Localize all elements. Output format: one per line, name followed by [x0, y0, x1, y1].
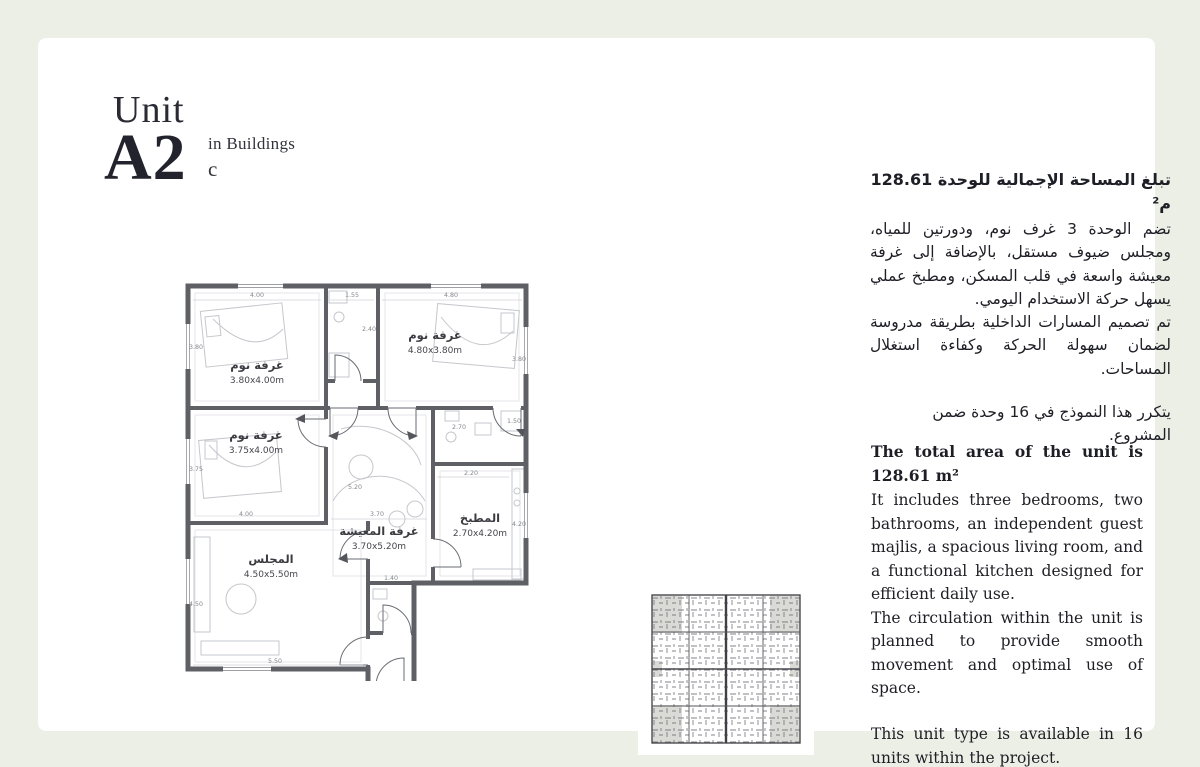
arabic-description: [870, 168, 1171, 447]
in-buildings-label: in Buildings: [208, 134, 296, 153]
english-paragraph-2: The circulation within the unit is planned to provide smooth movement and optimal use of space.: [871, 608, 1143, 698]
svg-text:3.70x5.20m: 3.70x5.20m: [351, 542, 407, 552]
svg-text:5.50: 5.50: [267, 658, 283, 665]
english-area-heading: The total area of the unit is 128.61 m²: [871, 442, 1143, 485]
svg-text:4.80: 4.80: [443, 292, 459, 299]
plan-windows: [184, 282, 530, 681]
svg-text:2.40: 2.40: [361, 326, 377, 333]
page-card: [38, 38, 1171, 767]
svg-text:3.75x4.00m: 3.75x4.00m: [228, 446, 284, 456]
svg-text:3.80: 3.80: [188, 344, 204, 351]
svg-text:4.50x5.50m: 4.50x5.50m: [243, 570, 299, 580]
unit-label: Unit: [113, 89, 185, 131]
room-label-living: غرفة المعيشة: [339, 524, 419, 538]
svg-text:1.50: 1.50: [506, 418, 522, 425]
english-description: [871, 440, 1143, 767]
arabic-paragraph-3: يتكرر هذا النموذج في 16 وحدة ضمن المشروع.: [932, 402, 1171, 444]
svg-text:2.20: 2.20: [463, 470, 479, 477]
english-paragraph-3: This unit type is available in 16 units within the project.: [871, 725, 1143, 767]
door-arrows: [295, 414, 525, 563]
svg-text:4.00: 4.00: [238, 511, 254, 518]
arabic-paragraph-1: تضم الوحدة 3 غرف نوم، ودورتين للمياه، ومجلس ضيوف مستقل، بالإضافة إلى غرفة معيشة واسعة في قلب المسكن، ومطبخ عملي يسهل حركة الاستخدام اليومي.: [870, 220, 1171, 308]
dimension-lines: [193, 300, 522, 665]
floor-plan-drawing: [183, 269, 531, 681]
room-labels: [229, 328, 507, 580]
svg-text:4.00: 4.00: [249, 292, 265, 299]
arabic-paragraph-2: تم تصميم المسارات الداخلية بطريقة مدروسة لضمان سهولة الحركة وكفاءة استغلال المساحات.: [870, 313, 1171, 378]
svg-text:3.75: 3.75: [188, 466, 204, 473]
svg-text:3.80: 3.80: [511, 356, 527, 363]
svg-text:3.70: 3.70: [369, 511, 385, 518]
buildings-block: [208, 134, 295, 182]
svg-text:2.70: 2.70: [451, 424, 467, 431]
svg-text:1.55: 1.55: [344, 292, 360, 299]
svg-text:3.80x4.00m: 3.80x4.00m: [229, 376, 285, 386]
room-label-kitchen: المطبخ: [459, 511, 501, 525]
svg-text:2.70x4.20m: 2.70x4.20m: [452, 529, 508, 539]
svg-text:4.80x3.80m: 4.80x3.80m: [407, 346, 463, 356]
room-label-bedroom-1: غرفة نوم: [230, 358, 284, 372]
svg-text:5.20: 5.20: [347, 484, 363, 491]
svg-text:4.20: 4.20: [511, 521, 527, 528]
room-label-bedroom-2: غرفة نوم: [408, 328, 462, 342]
svg-text:4.50: 4.50: [188, 601, 204, 608]
unit-code: A2: [104, 121, 187, 194]
arabic-area-heading: تبلغ المساحة الإجمالية للوحدة 128.61 م²: [870, 170, 1171, 213]
key-plan-drawing: [638, 583, 814, 755]
room-label-majlis: المجلس: [248, 552, 294, 566]
key-plan-units: [652, 595, 800, 743]
building-letter: c: [208, 157, 218, 181]
english-paragraph-1: It includes three bedrooms, two bathrooms, an independent guest majlis, a spacious living room, and a functional kitchen designed for efficient daily use.: [871, 491, 1143, 604]
room-inset-lines: [195, 293, 520, 662]
room-label-bedroom-3: غرفة نوم: [229, 428, 283, 442]
svg-text:1.40: 1.40: [383, 575, 399, 582]
